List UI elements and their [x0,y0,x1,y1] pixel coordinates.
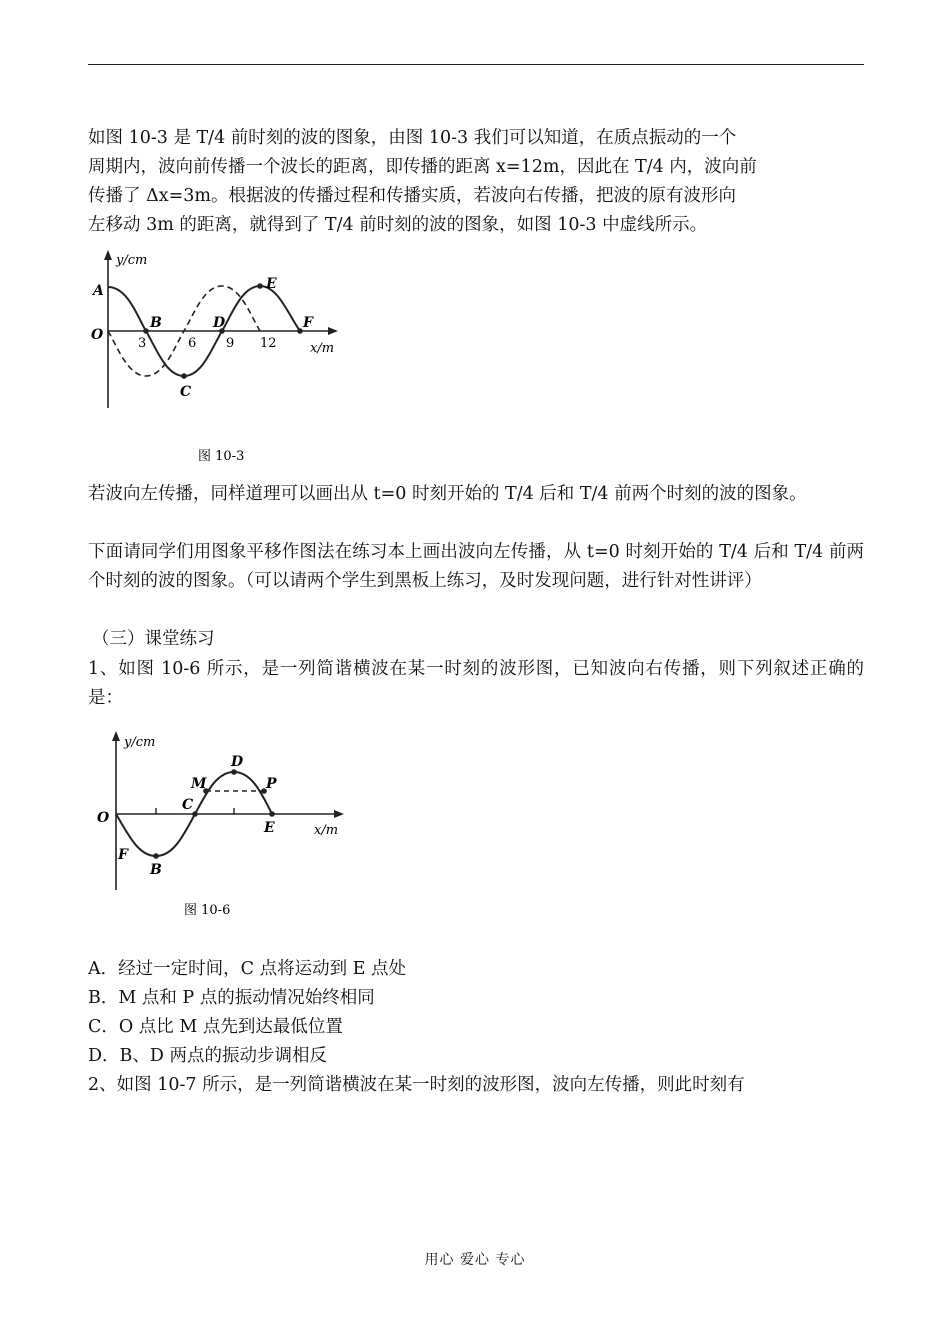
y-axis-label: y/cm [124,735,156,750]
origin-label: O [97,810,110,826]
y-axis-arrow [104,250,112,260]
x-axis-label: x/m [314,823,339,838]
intro-line-2: 周期内，波向前传播一个波长的距离，即传播的距离 x=12m，因此在 T/4 内，波向前 [88,157,757,177]
point-m-label: M [191,776,207,792]
paragraph-left-propagation: 若波向左传播，同样道理可以画出从 t=0 时刻开始的 T/4 后和 T/4 前两个时刻的波的图象。 [88,484,807,504]
intro-line-1: 如图 10-3 是 T/4 前时刻的波的图象，由图 10-3 我们可以知道，在质点振动的一个 [88,128,737,148]
header-rule [88,64,864,65]
point-b [143,328,149,334]
point-b-label: B [150,315,162,331]
figure-caption: 图 10-3 [198,449,245,464]
figure-10-3 [88,248,358,472]
origin-label: O [91,327,104,343]
point-d-label: D [213,315,226,331]
tick-label-12: 12 [260,336,277,351]
x-axis-arrow [334,810,344,818]
point-f-label: F [118,847,128,863]
tick-label-3: 3 [138,336,147,351]
option-b: B．M 点和 P 点的振动情况始终相同 [88,988,375,1008]
paragraph-practice: 下面请同学们用图象平移作图法在练习本上画出波向左传播，从 t=0 时刻开始的 T/4 后和 T/4 前两个时刻的波的图象。（可以请两个学生到黑板上练习，及时发现问题，进行针对性讲评） [88,542,864,591]
point-e [257,283,263,289]
option-c: C．O 点比 M 点先到达最低位置 [88,1017,343,1037]
point-d-label: D [231,754,244,770]
point-e-label: E [264,820,275,836]
point-c-label: C [182,797,194,813]
tick-label-9: 9 [226,336,235,351]
point-f [297,328,303,334]
point-p-label: P [266,776,277,792]
point-f-label: F [303,315,313,331]
x-axis-arrow [328,327,338,335]
point-c-label: C [180,384,192,400]
y-axis-arrow [112,731,120,741]
point-e [269,811,275,817]
point-b-label: B [150,862,162,878]
wave-diagram-10-6 [88,728,358,928]
option-d: D．B、D 两点的振动步调相反 [88,1046,327,1066]
figure-10-6 [88,728,358,932]
point-c [181,373,187,379]
intro-line-4: 左移动 3m 的距离，就得到了 T/4 前时刻的波的图象，如图 10-3 中虚线所示。 [88,215,708,235]
option-a: A．经过一定时间，C 点将运动到 E 点处 [88,959,406,979]
x-axis-label: x/m [310,341,335,356]
y-axis-label: y/cm [116,253,148,268]
point-b [153,853,159,859]
point-a-label: A [93,283,104,299]
point-e-label: E [266,276,277,292]
tick-label-6: 6 [188,336,197,351]
page-footer: 用心 爱心 专心 [424,1252,526,1268]
figure-caption: 图 10-6 [184,903,231,918]
point-d [231,769,237,775]
question-1: 1、如图 10-6 所示，是一列简谐横波在某一时刻的波形图，已知波向右传播，则下列叙述正确的是： [88,659,864,708]
wave-diagram-10-3 [88,248,358,468]
question-2: 2、如图 10-7 所示，是一列简谐横波在某一时刻的波形图，波向左传播，则此时刻有 [88,1075,745,1095]
section-heading: （三）课堂练习 [92,629,215,649]
intro-line-3: 传播了 Δx=3m。根据波的传播过程和传播实质，若波向右传播，把波的原有波形向 [88,186,736,206]
